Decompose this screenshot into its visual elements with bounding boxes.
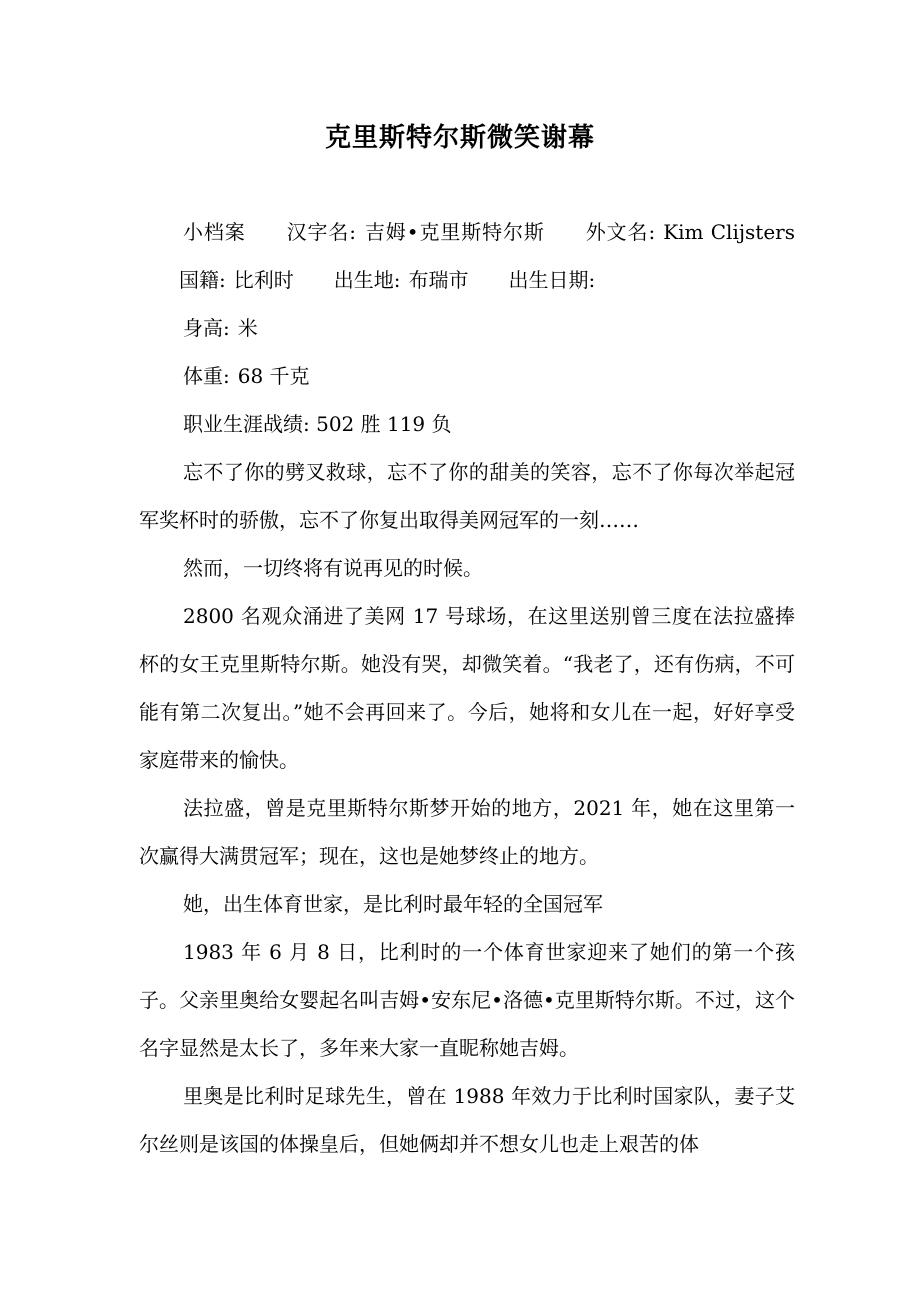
- chinese-name-label: 汉字名:: [285, 220, 357, 244]
- paragraph: 法拉盛，曾是克里斯特尔斯梦开始的地方，2021 年，她在这里第一次赢得大满贯冠军；现在，这也是她梦终止的地方。: [139, 796, 795, 868]
- foreign-name-value: Kim Clijsters: [663, 220, 796, 244]
- paragraph: 2800 名观众涌进了美网 17 号球场，在这里送别曾三度在法拉盛捧杯的女王克里斯特尔斯。她没有哭，却微笑着。“我老了，还有伤病，不可能有第二次复出。”她不会再回来了。今后，她将和女儿在一起，好好享受家庭带来的愉快。: [139, 604, 795, 772]
- birthplace-value: 布瑞市: [408, 268, 469, 292]
- weight-label: 体重:: [183, 364, 230, 388]
- document-body: [139, 208, 795, 1168]
- birthdate-label: 出生日期:: [508, 268, 596, 292]
- paragraph: 忘不了你的劈叉救球，忘不了你的甜美的笑容，忘不了你每次举起冠军奖杯时的骄傲，忘不了你复出取得美网冠军的一刻……: [139, 460, 795, 532]
- foreign-name-label: 外文名:: [584, 220, 656, 244]
- paragraph: 1983 年 6 月 8 日，比利时的一个体育世家迎来了她们的第一个孩子。父亲里奥给女婴起名叫吉姆•安东尼•洛德•克里斯特尔斯。不过，这个名字显然是太长了，多年来大家一直昵称她吉姆。: [139, 940, 795, 1060]
- document-title: 克里斯特尔斯微笑谢幕: [324, 123, 595, 153]
- birthplace-label: 出生地:: [333, 268, 401, 292]
- paragraph: 然而，一切终将有说再见的时候。: [183, 556, 483, 580]
- chinese-name-value: 吉姆•克里斯特尔斯: [364, 220, 545, 244]
- paragraph: 里奥是比利时足球先生，曾在 1988 年效力于比利时国家队，妻子艾尔丝则是该国的体操皇后，但她俩却并不想女儿也走上艰苦的体: [139, 1084, 795, 1156]
- weight-value: 68 千克: [237, 364, 310, 388]
- profile-line: [139, 208, 795, 304]
- nationality-label: 国籍:: [179, 268, 226, 292]
- height-line: [139, 304, 795, 352]
- height-label: 身高:: [183, 316, 230, 340]
- section-heading: 她，出生体育世家，是比利时最年轻的全国冠军: [183, 892, 603, 916]
- profile-heading: 小档案: [183, 220, 246, 244]
- nationality-value: 比利时: [233, 268, 294, 292]
- career-record: 职业生涯战绩: 502 胜 119 负: [183, 412, 452, 436]
- weight-line: [139, 352, 795, 400]
- height-value: 米: [237, 316, 258, 340]
